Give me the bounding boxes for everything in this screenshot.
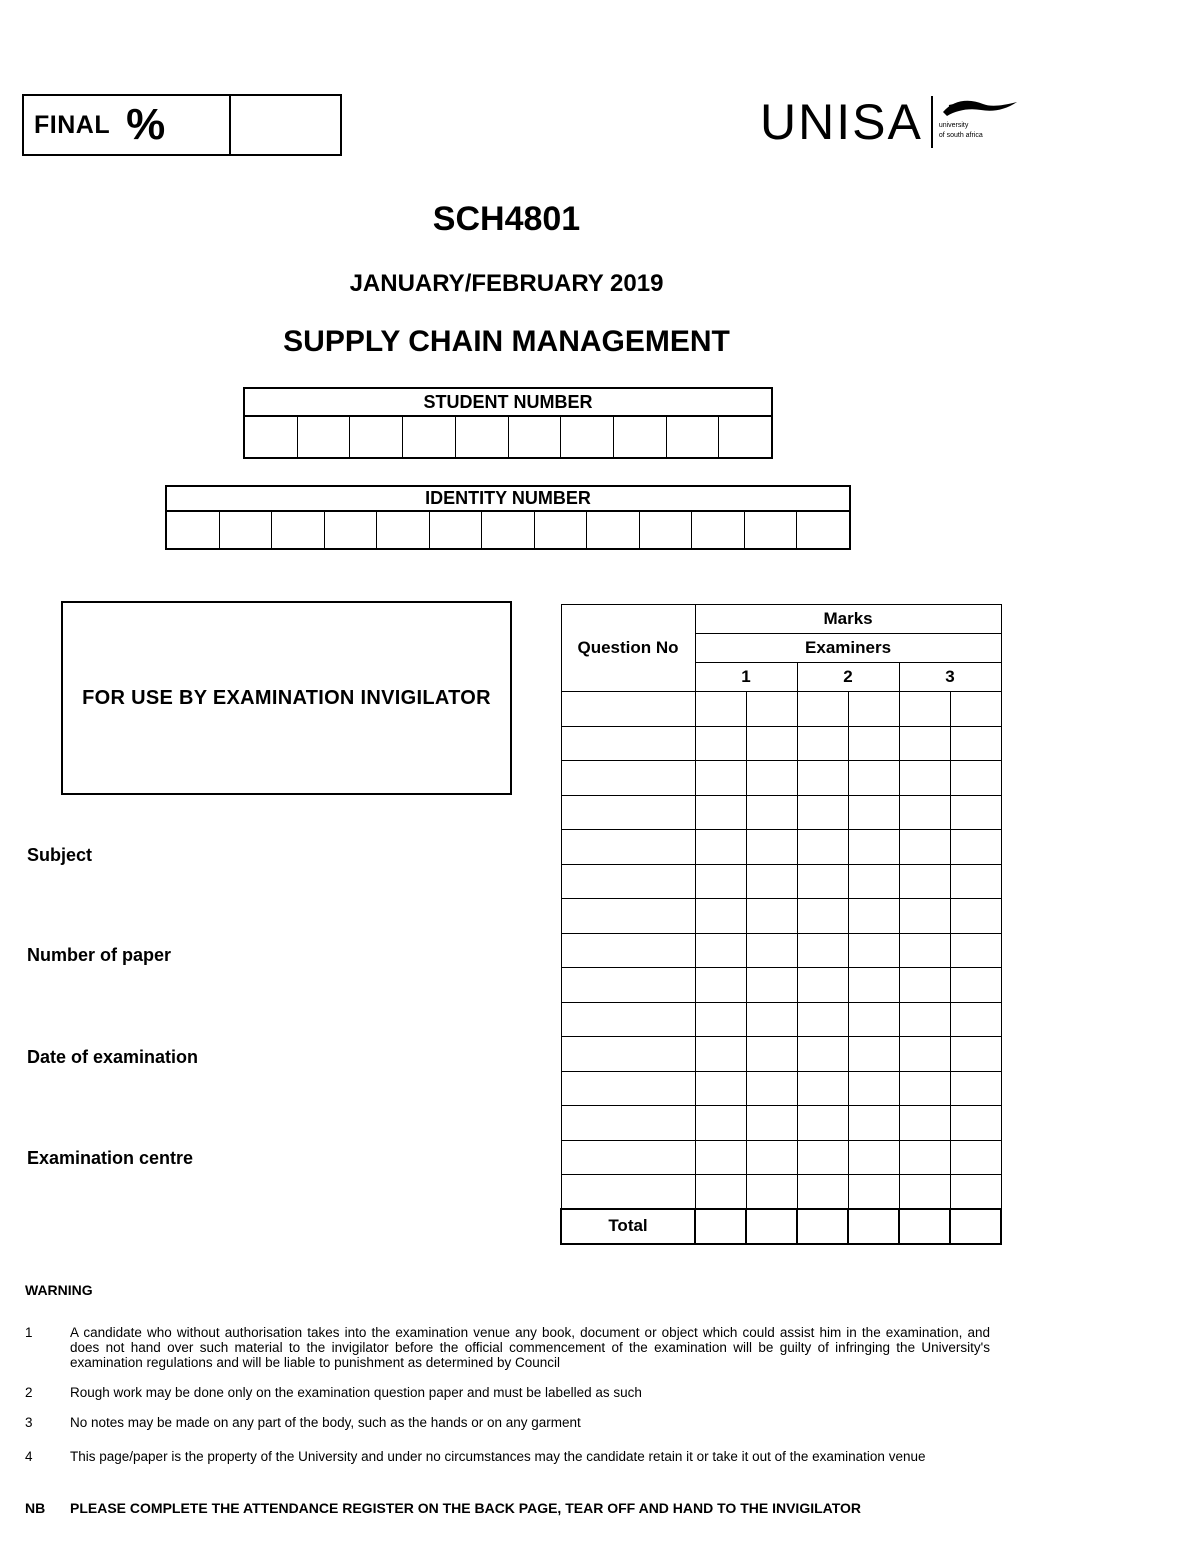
warning-item-number: 3 [25, 1415, 33, 1430]
mark-cell[interactable] [899, 1002, 950, 1037]
marks-row [561, 1140, 1001, 1175]
mark-cell[interactable] [848, 692, 899, 727]
student-number-cell[interactable] [350, 417, 403, 457]
warning-item [25, 1325, 990, 1370]
course-title: SUPPLY CHAIN MANAGEMENT [283, 325, 730, 358]
question-no-header: Question No [561, 605, 695, 692]
marks-table [560, 604, 1002, 1245]
marks-row [561, 864, 1001, 899]
mark-cell[interactable] [848, 1106, 899, 1141]
mark-cell[interactable] [695, 795, 746, 830]
mark-cell[interactable] [746, 830, 797, 865]
mark-cell[interactable] [746, 1037, 797, 1072]
mark-cell[interactable] [695, 1002, 746, 1037]
mark-cell[interactable] [797, 830, 848, 865]
mark-cell[interactable] [746, 726, 797, 761]
mark-cell[interactable] [899, 761, 950, 796]
mark-cell[interactable] [950, 1140, 1001, 1175]
warning-item [25, 1385, 990, 1400]
mark-cell[interactable] [848, 1037, 899, 1072]
mark-cell[interactable] [899, 864, 950, 899]
number-of-paper-label: Number of paper [27, 945, 172, 965]
warning-title: WARNING [25, 1282, 93, 1298]
exam-session: JANUARY/FEBRUARY 2019 [349, 270, 664, 297]
mark-cell[interactable] [899, 933, 950, 968]
warning-item-text: This page/paper is the property of the University and under no circumstances may the candidate retain it or take it out of the examination venue [70, 1449, 926, 1464]
question-no-cell[interactable] [561, 864, 695, 899]
mark-cell[interactable] [899, 795, 950, 830]
student-number-cell[interactable] [245, 417, 298, 457]
mark-cell[interactable] [695, 899, 746, 934]
question-no-cell[interactable] [561, 726, 695, 761]
question-no-cell[interactable] [561, 899, 695, 934]
mark-cell[interactable] [950, 830, 1001, 865]
identity-number-cell[interactable] [587, 512, 640, 548]
warning-item [25, 1449, 990, 1464]
mark-cell[interactable] [797, 968, 848, 1003]
nb-text: PLEASE COMPLETE THE ATTENDANCE REGISTER ON THE BACK PAGE, TEAR OFF AND HAND TO THE INVIGILATOR [70, 1500, 862, 1516]
logo-subtitle-1: university [938, 122, 969, 129]
mark-cell[interactable] [797, 1002, 848, 1037]
mark-cell[interactable] [899, 1175, 950, 1210]
question-no-cell[interactable] [561, 795, 695, 830]
mark-cell[interactable] [797, 864, 848, 899]
total-cell[interactable] [950, 1209, 1001, 1244]
logo-separator [931, 96, 933, 148]
question-no-cell[interactable] [561, 933, 695, 968]
identity-number-cell[interactable] [272, 512, 325, 548]
mark-cell[interactable] [695, 1106, 746, 1141]
student-number-cell[interactable] [719, 417, 771, 457]
mark-cell[interactable] [950, 1106, 1001, 1141]
question-no-cell[interactable] [561, 1140, 695, 1175]
mark-cell[interactable] [746, 1002, 797, 1037]
mark-cell[interactable] [746, 795, 797, 830]
mark-cell[interactable] [746, 692, 797, 727]
mark-cell[interactable] [950, 726, 1001, 761]
marks-row [561, 1106, 1001, 1141]
student-number-cells [245, 417, 771, 457]
mark-cell[interactable] [899, 899, 950, 934]
mark-cell[interactable] [695, 761, 746, 796]
mark-cell[interactable] [746, 1106, 797, 1141]
marks-row [561, 761, 1001, 796]
mark-cell[interactable] [695, 968, 746, 1003]
identity-number-cell[interactable] [745, 512, 798, 548]
mark-cell[interactable] [848, 761, 899, 796]
mark-cell[interactable] [848, 899, 899, 934]
student-number-box [243, 387, 773, 459]
marks-row [561, 795, 1001, 830]
marks-row [561, 968, 1001, 1003]
mark-cell[interactable] [746, 761, 797, 796]
identity-number-cell[interactable] [482, 512, 535, 548]
mark-cell[interactable] [797, 1175, 848, 1210]
total-cell[interactable] [899, 1209, 950, 1244]
mark-cell[interactable] [797, 1071, 848, 1106]
date-of-examination-label: Date of examination [27, 1047, 199, 1067]
mark-cell[interactable] [950, 968, 1001, 1003]
total-cell[interactable] [848, 1209, 899, 1244]
student-number-cell[interactable] [509, 417, 562, 457]
mark-cell[interactable] [899, 1037, 950, 1072]
mark-cell[interactable] [797, 1140, 848, 1175]
logo-emblem [939, 96, 1019, 148]
warning-item-text: Rough work may be done only on the examination question paper and must be labelled as such [70, 1385, 642, 1400]
mark-cell[interactable] [797, 795, 848, 830]
examiner-3-header: 3 [899, 663, 1001, 692]
final-mark-box [22, 94, 342, 156]
mark-cell[interactable] [848, 1002, 899, 1037]
question-no-cell[interactable] [561, 692, 695, 727]
examiner-1-header: 1 [695, 663, 797, 692]
mark-cell[interactable] [746, 1140, 797, 1175]
mark-cell[interactable] [899, 1106, 950, 1141]
warning-item-number: 1 [25, 1325, 33, 1340]
total-cell[interactable] [797, 1209, 848, 1244]
mark-cell[interactable] [746, 968, 797, 1003]
marks-row [561, 899, 1001, 934]
examination-centre-label: Examination centre [27, 1148, 194, 1168]
mark-cell[interactable] [950, 899, 1001, 934]
identity-number-box [165, 485, 851, 550]
invigilator-box [61, 601, 512, 795]
mark-cell[interactable] [950, 933, 1001, 968]
student-number-cell[interactable] [403, 417, 456, 457]
mark-cell[interactable] [797, 761, 848, 796]
bird-logo-icon [939, 96, 1019, 120]
logo-text: UNISA [760, 94, 923, 150]
total-cell[interactable] [695, 1209, 746, 1244]
student-number-cell[interactable] [298, 417, 351, 457]
marks-row [561, 1002, 1001, 1037]
marks-row [561, 1071, 1001, 1106]
mark-cell[interactable] [950, 761, 1001, 796]
mark-cell[interactable] [695, 1140, 746, 1175]
marks-row [561, 1037, 1001, 1072]
mark-cell[interactable] [848, 830, 899, 865]
mark-cell[interactable] [899, 1071, 950, 1106]
mark-cell[interactable] [848, 726, 899, 761]
identity-number-cell[interactable] [430, 512, 483, 548]
student-number-cell[interactable] [614, 417, 667, 457]
mark-cell[interactable] [797, 933, 848, 968]
marks-header: Marks [695, 605, 1001, 634]
exam-code: SCH4801 [432, 200, 581, 238]
mark-cell[interactable] [746, 1071, 797, 1106]
total-label: Total [561, 1209, 695, 1244]
warning-item-number: 4 [25, 1449, 33, 1464]
identity-number-label: IDENTITY NUMBER [167, 487, 849, 512]
examiner-2-header: 2 [797, 663, 899, 692]
marks-row [561, 692, 1001, 727]
mark-cell[interactable] [950, 795, 1001, 830]
mark-cell[interactable] [950, 692, 1001, 727]
question-no-cell[interactable] [561, 1002, 695, 1037]
mark-cell[interactable] [746, 933, 797, 968]
mark-cell[interactable] [695, 1071, 746, 1106]
question-no-cell[interactable] [561, 830, 695, 865]
mark-cell[interactable] [848, 1140, 899, 1175]
question-no-cell[interactable] [561, 761, 695, 796]
identity-number-cell[interactable] [377, 512, 430, 548]
warning-item-text: A candidate who without authorisation takes into the examination venue any book, document or object which could assist him in the examination, and does not hand over such material to the invigilator before the official commencement of the examination will be guilty of infringing the University's examination regulations and will be liable to punishment as determined by Council [70, 1325, 990, 1370]
percent-symbol: % [126, 100, 166, 149]
mark-cell[interactable] [848, 1175, 899, 1210]
mark-cell[interactable] [695, 933, 746, 968]
marks-row [561, 933, 1001, 968]
mark-cell[interactable] [899, 1140, 950, 1175]
subject-label: Subject [27, 845, 93, 865]
mark-cell[interactable] [695, 1037, 746, 1072]
question-no-cell[interactable] [561, 1175, 695, 1210]
question-no-cell[interactable] [561, 1037, 695, 1072]
total-row [561, 1209, 1001, 1244]
identity-number-cell[interactable] [640, 512, 693, 548]
nb-label: NB [25, 1500, 46, 1516]
mark-cell[interactable] [950, 1002, 1001, 1037]
student-number-cell[interactable] [456, 417, 509, 457]
mark-cell[interactable] [848, 968, 899, 1003]
identity-number-cell[interactable] [535, 512, 588, 548]
mark-cell[interactable] [848, 1071, 899, 1106]
nb-note [25, 1500, 990, 1516]
invigilator-label: FOR USE BY EXAMINATION INVIGILATOR [82, 686, 491, 709]
student-number-label: STUDENT NUMBER [245, 389, 771, 417]
examiners-header: Examiners [695, 634, 1001, 663]
mark-cell[interactable] [695, 692, 746, 727]
mark-cell[interactable] [899, 692, 950, 727]
mark-cell[interactable] [797, 692, 848, 727]
logo-subtitle-2: of south africa [938, 132, 983, 139]
mark-cell[interactable] [695, 864, 746, 899]
marks-row [561, 726, 1001, 761]
marks-row [561, 830, 1001, 865]
mark-cell[interactable] [797, 1106, 848, 1141]
mark-cell[interactable] [695, 1175, 746, 1210]
mark-cell[interactable] [797, 726, 848, 761]
mark-cell[interactable] [797, 899, 848, 934]
mark-cell[interactable] [746, 899, 797, 934]
mark-cell[interactable] [899, 726, 950, 761]
mark-cell[interactable] [950, 1175, 1001, 1210]
mark-cell[interactable] [746, 864, 797, 899]
question-no-cell[interactable] [561, 968, 695, 1003]
question-no-cell[interactable] [561, 1106, 695, 1141]
mark-cell[interactable] [746, 1175, 797, 1210]
final-mark-input[interactable] [231, 96, 340, 154]
mark-cell[interactable] [899, 968, 950, 1003]
mark-cell[interactable] [848, 795, 899, 830]
unisa-logo [760, 96, 1019, 148]
identity-number-cell[interactable] [692, 512, 745, 548]
mark-cell[interactable] [695, 726, 746, 761]
warning-item-text: No notes may be made on any part of the body, such as the hands or on any garment [70, 1415, 581, 1430]
final-label-area [24, 96, 231, 154]
final-label: FINAL [34, 110, 111, 139]
mark-cell[interactable] [950, 1037, 1001, 1072]
student-number-cell[interactable] [561, 417, 614, 457]
identity-number-cell[interactable] [167, 512, 220, 548]
warning-item [25, 1415, 990, 1430]
warning-item-number: 2 [25, 1385, 33, 1400]
mark-cell[interactable] [899, 830, 950, 865]
marks-row [561, 1175, 1001, 1210]
mark-cell[interactable] [848, 864, 899, 899]
mark-cell[interactable] [950, 864, 1001, 899]
mark-cell[interactable] [797, 1037, 848, 1072]
identity-number-cell[interactable] [220, 512, 273, 548]
identity-number-cell[interactable] [325, 512, 378, 548]
mark-cell[interactable] [950, 1071, 1001, 1106]
question-no-cell[interactable] [561, 1071, 695, 1106]
identity-number-cell[interactable] [797, 512, 849, 548]
mark-cell[interactable] [695, 830, 746, 865]
total-cell[interactable] [746, 1209, 797, 1244]
mark-cell[interactable] [848, 933, 899, 968]
student-number-cell[interactable] [667, 417, 720, 457]
identity-number-cells [167, 512, 849, 548]
